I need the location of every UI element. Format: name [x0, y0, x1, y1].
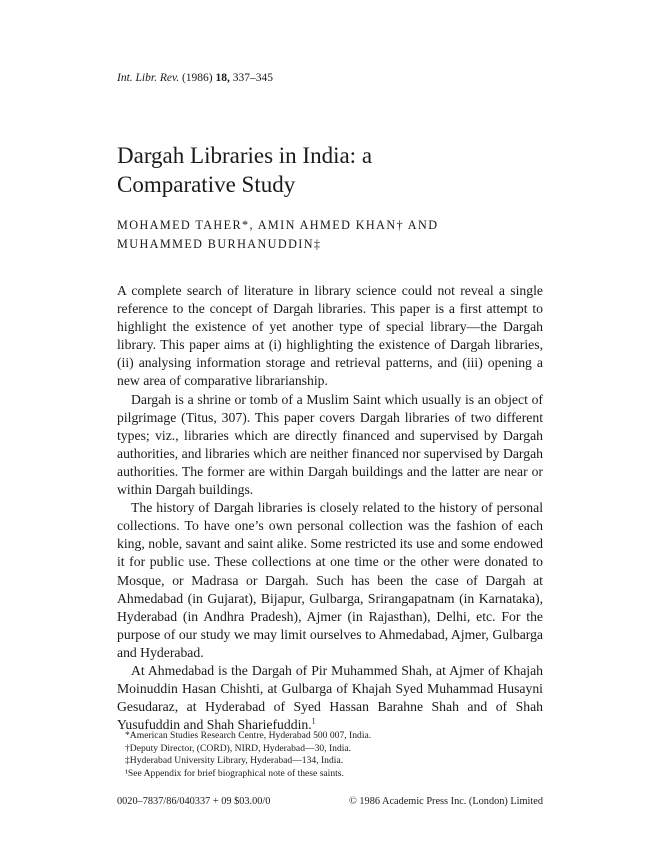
journal-pages: 337–345: [232, 72, 273, 84]
journal-volume: 18,: [215, 72, 230, 84]
body-paragraph-2: Dargah is a shrine or tomb of a Muslim Saint which usually is an object of pilgrimage (Titus, 307). This paper covers Dargah libraries of two different types; viz., libraries which are directly financed and supervised by Dargah authorities, and libraries which are neither financed nor supervised by Dargah authorities. The former are within Dargah buildings and the latter are near or within Dargah buildings.: [117, 391, 543, 498]
body-paragraph-4-text: At Ahmedabad is the Dargah of Pir Muhammed Shah, at Ajmer of Khajah Moinuddin Hasan Chishti, at Gulbarga of Khajah Syed Muhammad Husayni Gesudaraz, at Hyderabad of Syed Hassan Barahne Shah and of Shah Yusufuddin and Shah Shariefuddin.: [117, 662, 543, 733]
footnote-appendix: ¹See Appendix for brief biographical note of these saints.: [125, 767, 344, 779]
footnote-affiliation-2: †Deputy Director, (CORD), NIRD, Hyderabad—30, India.: [125, 742, 352, 754]
journal-name: Int. Libr. Rev.: [117, 72, 180, 84]
article-body: [117, 282, 543, 734]
body-paragraph-1: A complete search of literature in library science could not reveal a single reference to the concept of Dargah libraries. This paper is a first attempt to highlight the existence of yet another type of special library—the Dargah library. This paper aims at (i) highlighting the existence of Dargah libraries, (ii) analysing information storage and retrieval patterns, and (iii) opening a new area of comparative librarianship.: [117, 283, 543, 389]
body-paragraph-3: The history of Dargah libraries is closely related to the history of personal collections. To have one’s own personal collection was the fashion of each king, noble, savant and saint alike. Some restricted its use and some endowed it for public use. These collections at one time or the other were donated to Mosque, or Madrasa or Dargah. Such has been the case of Dargah at Ahmedabad (in Gujarat), Bijapur, Gulbarga, Srirangapatnam (in Karnataka), Hyderabad (in Andhra Pradesh), Ajmer (in Rajasthan), Delhi, etc. For the purpose of our study we may limit ourselves to Ahmedabad, Ajmer, Gulbarga and Hyderabad.: [117, 500, 543, 660]
authors-line-1: MOHAMED TAHER*, AMIN AHMED KHAN† AND: [117, 218, 439, 232]
title-line-2: Comparative Study: [117, 172, 296, 197]
footnote-reference: 1: [311, 716, 316, 726]
footnotes: [125, 730, 545, 780]
journal-citation: [117, 72, 273, 84]
author-list: [117, 216, 557, 254]
copyright-notice: © 1986 Academic Press Inc. (London) Limited: [349, 796, 543, 807]
title-line-1: Dargah Libraries in India: a: [117, 143, 373, 168]
footnote-affiliation-1: *American Studies Research Centre, Hyderabad 500 007, India.: [125, 730, 372, 741]
article-code: 0020–7837/86/040337 + 09 $03.00/0: [117, 796, 271, 807]
footnote-affiliation-3: ‡Hyderabad University Library, Hyderabad—134, India.: [125, 755, 344, 766]
body-paragraph-4: [117, 662, 543, 734]
authors-line-2: MUHAMMED BURHANUDDIN‡: [117, 237, 322, 251]
publication-footer: [117, 796, 543, 807]
journal-year: (1986): [181, 72, 213, 84]
article-title: [117, 141, 557, 199]
